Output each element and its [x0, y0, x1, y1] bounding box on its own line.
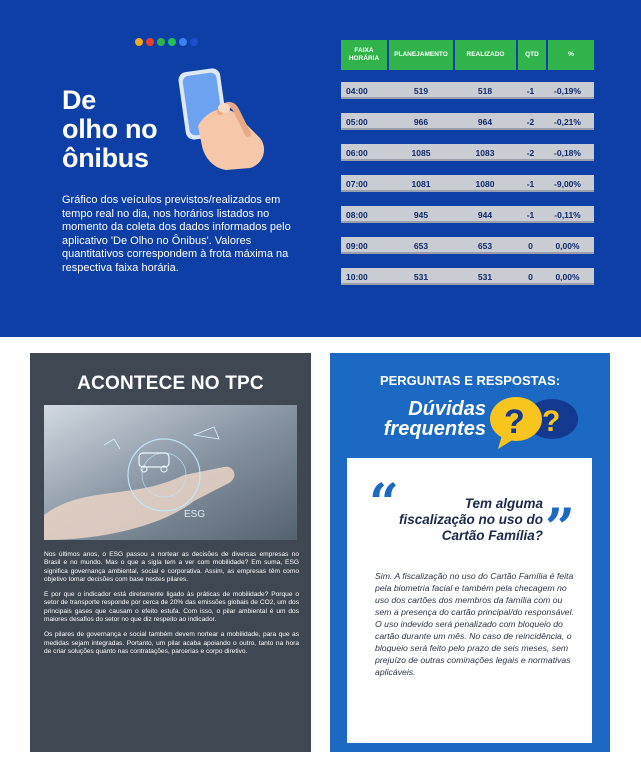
- cell-time-range: 10:00: [346, 271, 368, 282]
- cell-realized: 964: [477, 116, 493, 127]
- cell-qty: 0: [528, 271, 533, 282]
- cell-qty: -2: [526, 116, 535, 127]
- esg-hand-image: [44, 405, 297, 540]
- faq-card: [330, 353, 610, 752]
- color-dot: [168, 38, 176, 46]
- headline-line: De: [62, 85, 96, 115]
- table-row: [341, 268, 594, 285]
- question-bubbles-icon: [482, 393, 582, 451]
- faq-answer-box: [347, 458, 592, 743]
- cell-qty: 0: [528, 240, 533, 251]
- cell-percent: 0,00%: [555, 271, 580, 282]
- cell-qty: -1: [526, 178, 535, 189]
- cell-qty: -1: [526, 85, 535, 96]
- headline-line: olho no: [62, 114, 158, 144]
- panel-description: Gráfico dos veículos previstos/realizados em tempo real no dia, nos horários listados no momento da coleta dos dados informados pelo aplicativo 'De Olho no Ônibus'. Valores quantitativos correspondem à frota máxima na respectiva faixa horária.: [62, 194, 291, 274]
- news-body: [44, 551, 299, 663]
- cell-planned: 519: [413, 85, 429, 96]
- cell-planned: 945: [413, 209, 429, 220]
- news-paragraph: E por que o indicador está diretamente ligado às práticas de mobilidade? Porque o setor de transporte responde por cerca de 20% das emissões globais de CO2, um dos principais gases que causam o efeito estufa. Com isso, o pilar ambiental é um dos maiores desafios do setor no que diz respeito ao indicador.: [44, 591, 299, 624]
- cell-realized: 944: [477, 209, 493, 220]
- svg-text:?: ?: [542, 405, 561, 438]
- cell-realized: 518: [477, 85, 493, 96]
- cell-percent: -0,21%: [554, 116, 581, 127]
- phone-hand-icon: [168, 64, 278, 174]
- table-row: [341, 82, 594, 99]
- header-realized: REALIZADO: [455, 40, 516, 70]
- headline-line: ônibus: [62, 143, 149, 173]
- svg-text:?: ?: [504, 403, 525, 441]
- header-percent: %: [548, 40, 594, 70]
- news-paragraph: Nos últimos anos, o ESG passou a nortear as decisões de diversas empresas no Brasil e no mundo. Mas o que a sigla tem a ver com mobilidade? Em suma, ESG significa governança ambiental, social e corporativa. Assim, as empresas têm como objetivo tomar decisões com base nestes pilares.: [44, 551, 299, 583]
- cell-realized: 653: [477, 240, 493, 251]
- cell-time-range: 09:00: [346, 240, 368, 251]
- cell-percent: -9,00%: [554, 178, 581, 189]
- cell-time-range: 04:00: [346, 85, 368, 96]
- cell-planned: 1081: [411, 178, 431, 189]
- cell-planned: 1085: [411, 147, 431, 158]
- news-title: ACONTECE NO TPC: [77, 373, 264, 394]
- faq-question: Tem alguma fiscalização no uso do Cartão Família?: [398, 496, 543, 543]
- table-row: [341, 113, 594, 130]
- svg-text:ESG: ESG: [184, 509, 206, 520]
- open-quote-icon: “: [369, 473, 399, 534]
- table-body: [341, 82, 594, 285]
- cell-planned: 966: [413, 116, 429, 127]
- cell-percent: -0,11%: [554, 209, 581, 220]
- cell-realized: 1083: [475, 147, 495, 158]
- faq-title-line: frequentes: [383, 418, 486, 440]
- cell-qty: -1: [526, 209, 535, 220]
- cell-planned: 653: [413, 240, 429, 251]
- cell-planned: 531: [413, 271, 429, 282]
- cell-realized: 531: [477, 271, 493, 282]
- header-time-range: FAIXA HORÁRIA: [341, 40, 387, 70]
- header-qty: QTD: [518, 40, 546, 70]
- table-row: [341, 237, 594, 254]
- cell-time-range: 05:00: [346, 116, 368, 127]
- cell-percent: -0,18%: [554, 147, 581, 158]
- close-quote-icon: ”: [545, 498, 575, 559]
- cell-time-range: 07:00: [346, 178, 368, 189]
- cell-percent: -0,19%: [554, 85, 581, 96]
- table-header: [341, 40, 594, 70]
- cell-percent: 0,00%: [555, 240, 580, 251]
- faq-title-line: Dúvidas: [408, 398, 486, 420]
- cell-time-range: 06:00: [346, 147, 368, 158]
- news-card: [30, 353, 311, 752]
- table-row: [341, 206, 594, 223]
- cell-qty: -2: [526, 147, 535, 158]
- header-planned: PLANEJAMENTO: [389, 40, 453, 70]
- color-dot: [190, 38, 198, 46]
- faq-answer: Sim. A fiscalização no uso do Cartão Família é feita pela biometria facial e também pela checagem no uso dos cartões dos membros da família com ou sem a presença do cartão principal/do responsável. O uso indevido será penalizado com bloqueio do cartão durante um mês. No caso de reincidência, o bloqueio será feito pelo prazo de seis meses, sem prejuízo de outras cominações legais e normativas aplicáveis.: [375, 571, 574, 677]
- color-dot: [179, 38, 187, 46]
- news-paragraph: Os pilares de governança e social também devem nortear a mobilidade, para que as medidas sejam integradas. Portanto, um pilar acaba apoiando o outro, tanto na hora de criar soluções quanto nas contratações, parcerias e corpo diretivo.: [44, 631, 299, 655]
- cell-realized: 1080: [475, 178, 495, 189]
- bus-monitor-panel: [0, 0, 641, 337]
- faq-kicker: PERGUNTAS E RESPOSTAS:: [379, 373, 561, 388]
- color-dot: [135, 38, 143, 46]
- faq-title: [346, 399, 486, 439]
- table-row: [341, 175, 594, 192]
- color-dot: [157, 38, 165, 46]
- color-dot: [146, 38, 154, 46]
- table-row: [341, 144, 594, 161]
- color-dots: [135, 38, 198, 46]
- cell-time-range: 08:00: [346, 209, 368, 220]
- fleet-table: [341, 40, 594, 285]
